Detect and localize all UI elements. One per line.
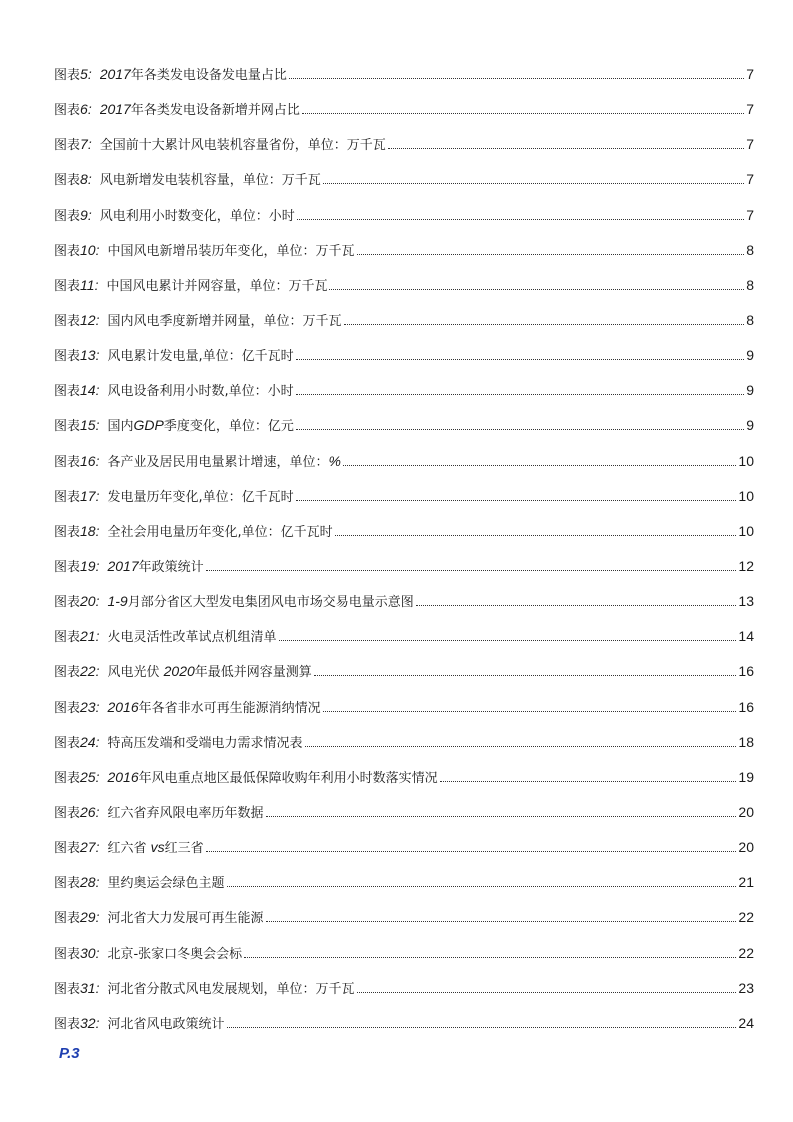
figure-number: 26 [80, 803, 96, 820]
figure-number: 20 [80, 593, 96, 610]
dot-leader [289, 78, 744, 79]
dot-leader [279, 640, 737, 641]
figure-separator: : [95, 944, 100, 961]
figure-number: 5 [80, 66, 88, 82]
dot-leader [314, 675, 737, 676]
figure-title: 河北省分散式风电发展规划，单位：万千瓦 [107, 981, 355, 997]
figure-page-number: 7 [746, 171, 754, 188]
figure-label: 图表 [54, 278, 81, 294]
figure-separator: : [95, 311, 100, 328]
figure-page-number: 23 [738, 979, 754, 996]
figure-separator: : [95, 241, 100, 258]
figure-label: 图表 [54, 103, 81, 119]
toc-entry[interactable] [54, 697, 754, 732]
figure-title: 中国风电累计并网容量，单位：万千瓦 [106, 278, 328, 294]
figure-number: 21 [80, 628, 96, 645]
figure-separator: : [95, 1014, 100, 1031]
figure-label: 图表 [54, 805, 81, 821]
figure-number: 22 [80, 663, 96, 680]
toc-entry[interactable] [54, 275, 754, 310]
figure-label: 图表 [54, 595, 81, 611]
figure-page-number: 9 [746, 382, 754, 399]
figure-separator: : [95, 417, 100, 434]
figure-label: 图表 [54, 173, 81, 189]
figure-number: 14 [80, 382, 96, 399]
dot-leader [227, 886, 737, 887]
figure-page-number: 10 [738, 522, 754, 539]
figure-label: 图表 [54, 841, 81, 857]
figure-title: 河北省风电政策统计 [107, 1016, 225, 1032]
figure-separator: : [95, 522, 100, 539]
figure-page-number: 16 [738, 698, 754, 715]
dot-leader [416, 605, 737, 606]
figure-label: 图表 [54, 243, 81, 259]
dot-leader [244, 957, 736, 958]
figure-title: 特高压发端和受端电力需求情况表 [107, 735, 303, 751]
figure-separator: : [95, 593, 100, 610]
toc-entry[interactable] [54, 978, 754, 1013]
figure-label: 图表 [54, 489, 81, 505]
toc-entry[interactable] [54, 591, 754, 626]
toc-entry[interactable] [54, 732, 754, 767]
toc-entry[interactable] [54, 943, 754, 978]
figure-title: 国内GDP季度变化，单位：亿元 [107, 417, 294, 435]
figure-label: 图表 [54, 700, 81, 716]
figure-title: 中国风电新增吊装历年变化，单位：万千瓦 [107, 243, 355, 259]
figure-page-number: 7 [746, 66, 754, 82]
figure-title: 风电累计发电量,单位：亿千瓦时 [107, 349, 294, 365]
toc-entry[interactable] [54, 99, 754, 134]
figure-number: 9 [80, 206, 88, 223]
figure-label: 图表 [54, 630, 81, 646]
figure-page-number: 13 [738, 593, 754, 610]
dot-leader [357, 254, 745, 255]
dot-leader [296, 429, 744, 430]
figure-title: 发电量历年变化,单位：亿千瓦时 [107, 489, 294, 505]
toc-entry[interactable] [54, 661, 754, 696]
toc-entry[interactable] [54, 907, 754, 942]
toc-entry[interactable] [54, 380, 754, 415]
figure-number: 32 [80, 1014, 96, 1031]
figure-number: 19 [80, 557, 96, 574]
dot-leader [206, 570, 737, 571]
figure-title: 风电设备利用小时数,单位：小时 [107, 384, 294, 400]
figure-title: 各产业及居民用电量累计增速，单位：% [107, 452, 341, 470]
toc-entry[interactable] [54, 872, 754, 907]
figure-page-number: 18 [738, 733, 754, 750]
figure-label: 图表 [54, 735, 81, 751]
figure-title: 河北省大力发展可再生能源 [107, 911, 264, 927]
figure-label: 图表 [54, 770, 81, 786]
dot-leader [296, 394, 745, 395]
figure-number: 31 [80, 979, 96, 996]
toc-entry[interactable] [54, 626, 754, 661]
figure-separator: : [94, 276, 99, 293]
figure-separator: : [95, 768, 100, 785]
dot-leader [323, 711, 737, 712]
figure-separator: : [95, 803, 100, 820]
figure-page-number: 7 [746, 136, 754, 153]
figure-page-number: 14 [738, 628, 754, 645]
figure-number: 13 [80, 347, 96, 364]
figure-number: 18 [80, 522, 96, 539]
figure-title: 全国前十大累计风电装机容量省份，单位：万千瓦 [99, 138, 386, 154]
dot-leader [302, 113, 744, 114]
figure-label: 图表 [54, 1016, 81, 1032]
dot-leader [388, 148, 744, 149]
figure-page-number: 12 [738, 557, 754, 574]
toc-entry[interactable] [54, 521, 754, 556]
figure-page-number: 22 [738, 909, 754, 926]
figure-page-number: 20 [738, 803, 754, 820]
figure-title: 国内风电季度新增并网量，单位：万千瓦 [107, 313, 342, 329]
toc-entry[interactable] [54, 205, 754, 240]
figure-page-number: 8 [746, 276, 754, 293]
figure-number: 12 [80, 311, 96, 328]
figure-title: 2017年各类发电设备新增并网占比 [99, 101, 300, 119]
figure-number: 16 [80, 452, 96, 469]
toc-entry[interactable] [54, 169, 754, 204]
dot-leader [266, 816, 737, 817]
figure-separator: : [95, 698, 100, 715]
dot-leader [344, 324, 745, 325]
figure-number: 29 [80, 909, 96, 926]
figure-title: 风电新增发电装机容量，单位：万千瓦 [99, 173, 321, 189]
figure-page-number: 9 [746, 347, 754, 364]
toc-entry[interactable] [54, 1013, 754, 1048]
dot-leader [357, 992, 737, 993]
figure-page-number: 8 [746, 311, 754, 328]
figure-label: 图表 [54, 946, 81, 962]
figure-separator: : [95, 733, 100, 750]
figure-label: 图表 [54, 208, 81, 224]
figure-separator: : [95, 979, 100, 996]
figure-number: 7 [80, 136, 88, 153]
toc-entry[interactable] [54, 802, 754, 837]
figure-number: 23 [80, 698, 96, 715]
figure-title: 2017年政策统计 [107, 557, 204, 575]
figure-separator: : [95, 628, 100, 645]
figure-page-number: 22 [738, 944, 754, 961]
dot-leader [329, 289, 744, 290]
figure-page-number: 10 [738, 452, 754, 469]
figure-separator: : [87, 206, 92, 223]
dot-leader [335, 535, 737, 536]
figure-label: 图表 [54, 665, 81, 681]
figure-number: 25 [80, 768, 96, 785]
figure-number: 27 [80, 839, 96, 856]
figure-title: 风电光伏 2020年最低并网容量测算 [107, 663, 312, 681]
dot-leader [297, 219, 744, 220]
dot-leader [206, 851, 737, 852]
figure-page-number: 7 [746, 101, 754, 118]
figure-label: 图表 [54, 981, 81, 997]
toc-entry[interactable] [54, 415, 754, 450]
figure-title: 1-9月部分省区大型发电集团风电市场交易电量示意图 [107, 593, 414, 611]
figure-label: 图表 [54, 384, 81, 400]
figure-separator: : [95, 839, 100, 856]
dot-leader [323, 183, 744, 184]
figure-title: 里约奥运会绿色主题 [107, 876, 225, 892]
figure-title: 2017年各类发电设备发电量占比 [99, 66, 287, 83]
figure-label: 图表 [54, 349, 81, 365]
figure-separator: : [95, 452, 100, 469]
figure-number: 24 [80, 733, 96, 750]
toc-entry[interactable] [54, 837, 754, 872]
dot-leader [305, 746, 737, 747]
figure-page-number: 20 [738, 839, 754, 856]
figure-separator: : [95, 487, 100, 504]
figure-separator: : [95, 347, 100, 364]
figure-separator: : [95, 557, 100, 574]
dot-leader [227, 1027, 737, 1028]
figure-label: 图表 [54, 524, 81, 540]
figure-page-number: 21 [738, 874, 754, 891]
figure-page-number: 9 [746, 417, 754, 434]
figure-title: 2016年各省非水可再生能源消纳情况 [107, 698, 321, 716]
dot-leader [296, 359, 745, 360]
toc-entry[interactable] [54, 451, 754, 486]
figure-label: 图表 [54, 559, 81, 575]
figure-label: 图表 [54, 876, 81, 892]
figure-page-number: 8 [746, 241, 754, 258]
dot-leader [296, 500, 737, 501]
figure-page-number: 10 [738, 487, 754, 504]
figure-page-number: 19 [738, 768, 754, 785]
toc-entry[interactable] [54, 767, 754, 802]
figure-separator: : [87, 171, 92, 188]
dot-leader [440, 781, 737, 782]
figure-title: 2016年风电重点地区最低保障收购年利用小时数落实情况 [107, 768, 438, 786]
toc-entry[interactable] [54, 310, 754, 345]
figure-label: 图表 [54, 68, 81, 83]
figure-separator: : [95, 663, 100, 680]
toc-entry[interactable] [54, 556, 754, 591]
figure-title: 红六省 vs红三省 [107, 839, 204, 857]
figure-separator: : [87, 136, 92, 153]
figure-label: 图表 [54, 419, 81, 435]
figure-separator: : [95, 909, 100, 926]
dot-leader [266, 921, 737, 922]
figure-separator: : [95, 874, 100, 891]
toc-entry[interactable] [54, 240, 754, 275]
figure-page-number: 24 [738, 1014, 754, 1031]
figure-label: 图表 [54, 138, 81, 154]
figure-label: 图表 [54, 911, 81, 927]
figure-number: 17 [80, 487, 96, 504]
figure-separator: : [87, 66, 92, 82]
figure-title: 红六省弃风限电率历年数据 [107, 805, 264, 821]
figure-number: 11 [80, 276, 95, 293]
figure-label: 图表 [54, 454, 81, 470]
figure-separator: : [87, 101, 92, 118]
toc-entry[interactable] [54, 64, 754, 99]
figure-title: 北京-张家口冬奥会会标 [107, 946, 243, 962]
figure-number: 28 [80, 874, 96, 891]
figure-page-number: 16 [738, 663, 754, 680]
figure-number: 15 [80, 417, 96, 434]
table-of-figures [54, 64, 754, 1048]
toc-entry[interactable] [54, 486, 754, 521]
figure-title: 风电利用小时数变化，单位：小时 [99, 208, 295, 224]
toc-entry[interactable] [54, 134, 754, 169]
figure-page-number: 7 [746, 206, 754, 223]
page-number: P.3 [59, 1045, 80, 1062]
figure-title: 火电灵活性改革试点机组清单 [107, 630, 277, 646]
figure-separator: : [95, 382, 100, 399]
toc-entry[interactable] [54, 345, 754, 380]
dot-leader [343, 465, 736, 466]
figure-number: 8 [80, 171, 88, 188]
figure-title: 全社会用电量历年变化,单位：亿千瓦时 [107, 524, 333, 540]
figure-number: 10 [80, 241, 96, 258]
figure-number: 6 [80, 101, 88, 118]
figure-number: 30 [80, 944, 96, 961]
figure-label: 图表 [54, 313, 81, 329]
